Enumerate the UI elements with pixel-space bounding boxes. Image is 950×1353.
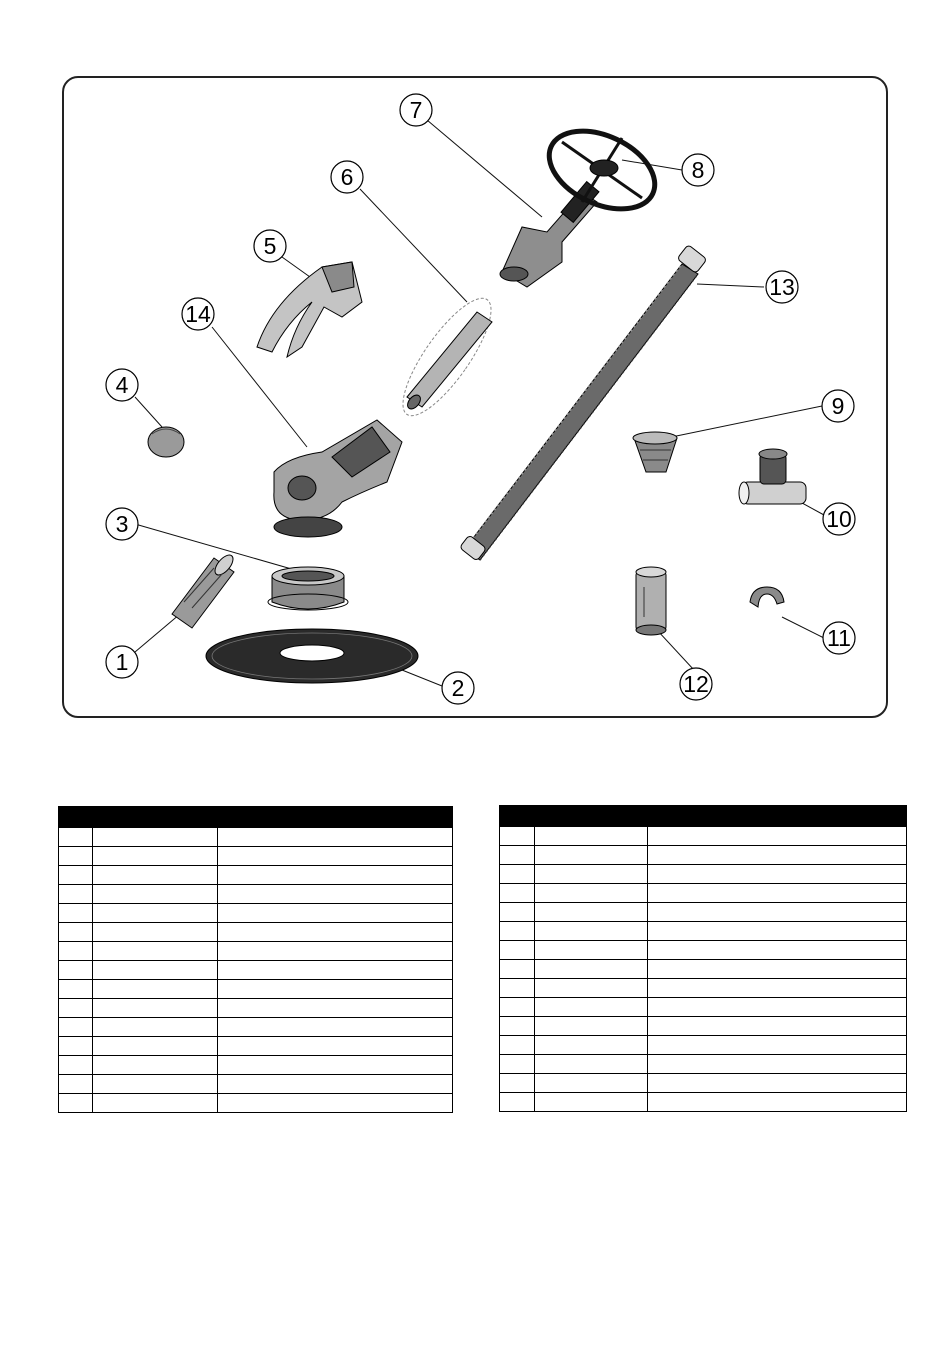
part-upper-cover [257, 262, 362, 357]
table-cell [500, 998, 535, 1017]
table-cell [500, 979, 535, 998]
table-cell [648, 960, 907, 979]
leader-line-13 [697, 284, 764, 287]
callout-12 [680, 668, 712, 700]
table-row [59, 1037, 453, 1056]
table-row [500, 827, 907, 846]
table-row [59, 1018, 453, 1037]
leader-line-9 [657, 406, 822, 440]
table-cell [648, 903, 907, 922]
part-clip [750, 587, 784, 607]
table-cell [93, 961, 218, 980]
part-cylinder [636, 567, 666, 635]
table-cell [500, 1055, 535, 1074]
part-long-tube [389, 287, 505, 427]
table-row [500, 903, 907, 922]
table-row [500, 1017, 907, 1036]
table-cell [59, 847, 93, 866]
table-row [500, 1055, 907, 1074]
part-wheel [537, 116, 667, 225]
table-cell [93, 1094, 218, 1113]
part-main-body [274, 420, 402, 537]
callout-4 [106, 369, 138, 401]
table-cell [500, 1074, 535, 1093]
table-row [500, 1036, 907, 1055]
callout-1 [106, 646, 138, 678]
table-cell [59, 1094, 93, 1113]
callout-8 [682, 154, 714, 186]
table-row [59, 885, 453, 904]
parts-table-right [499, 805, 907, 1112]
part-valve [739, 449, 806, 504]
table-row [500, 941, 907, 960]
callout-13-label: 13 [769, 274, 795, 300]
table-body [500, 827, 907, 1112]
part-foot-ring [268, 567, 348, 610]
callout-14-label: 14 [185, 301, 211, 327]
table-row [59, 847, 453, 866]
table-header-row [59, 807, 453, 828]
table-row [59, 1056, 453, 1075]
callout-3-label: 3 [115, 511, 129, 537]
table-cell [218, 828, 453, 847]
table-cell [648, 1036, 907, 1055]
table-row [59, 999, 453, 1018]
table-cell [648, 865, 907, 884]
table-cell [59, 923, 93, 942]
table-cell [535, 865, 648, 884]
callout-6-label: 6 [340, 164, 354, 190]
exploded-parts-diagram [64, 78, 890, 720]
table-cell [59, 828, 93, 847]
leader-line-4 [135, 397, 162, 427]
table-row [59, 1094, 453, 1113]
table-cell [500, 960, 535, 979]
table-cell [535, 979, 648, 998]
leader-line-7 [427, 120, 542, 217]
table-row [59, 961, 453, 980]
table-header-cell [500, 806, 535, 827]
table-cell [535, 1055, 648, 1074]
table-cell [648, 941, 907, 960]
table-cell [535, 1074, 648, 1093]
callout-5-label: 5 [263, 233, 277, 259]
table-cell [93, 1018, 218, 1037]
table-cell [93, 1075, 218, 1094]
table-header-cell [648, 806, 907, 827]
table-cell [648, 998, 907, 1017]
table-cell [59, 904, 93, 923]
callout-4-label: 4 [115, 372, 129, 398]
table-row [500, 998, 907, 1017]
table-cell [93, 1056, 218, 1075]
table-cell [535, 960, 648, 979]
table-cell [648, 827, 907, 846]
table-cell [59, 1075, 93, 1094]
table-cell [535, 846, 648, 865]
table-cell [648, 1055, 907, 1074]
table-cell [535, 903, 648, 922]
table-cell [93, 1037, 218, 1056]
table-cell [535, 1036, 648, 1055]
table-cell [218, 1056, 453, 1075]
table-cell [648, 846, 907, 865]
callout-6 [331, 161, 363, 193]
leader-line-11 [782, 617, 824, 638]
table-cell [218, 1094, 453, 1113]
leader-line-6 [360, 189, 467, 302]
callout-13 [766, 271, 798, 303]
table-row [59, 1075, 453, 1094]
table-row [59, 923, 453, 942]
table-cell [648, 1093, 907, 1112]
table-cell [648, 1017, 907, 1036]
table-cell [93, 866, 218, 885]
table-row [500, 1074, 907, 1093]
callout-10-label: 10 [826, 506, 852, 532]
table-cell [59, 866, 93, 885]
table-cell [500, 827, 535, 846]
table-cell [59, 1018, 93, 1037]
table-cell [535, 1017, 648, 1036]
callout-10 [823, 503, 855, 535]
callout-9-label: 9 [831, 393, 845, 419]
table-cell [648, 884, 907, 903]
part-disc [206, 629, 418, 683]
table-cell [218, 942, 453, 961]
table-header-row [500, 806, 907, 827]
table-cell [93, 923, 218, 942]
table-cell [218, 923, 453, 942]
table-cell [93, 828, 218, 847]
exploded-parts-diagram-frame [62, 76, 888, 718]
callout-1-label: 1 [115, 649, 129, 675]
callout-7 [400, 94, 432, 126]
table-row [59, 904, 453, 923]
table-cell [500, 884, 535, 903]
part-short-tube [172, 552, 236, 628]
table-row [59, 980, 453, 999]
table-body [59, 828, 453, 1113]
table-cell [535, 922, 648, 941]
table-header-cell [93, 807, 218, 828]
parts-table-left [58, 806, 453, 1113]
table-cell [500, 865, 535, 884]
table-cell [59, 961, 93, 980]
table-cell [500, 903, 535, 922]
table-cell [59, 980, 93, 999]
table-row [500, 846, 907, 865]
table-cell [218, 1018, 453, 1037]
table-cell [648, 979, 907, 998]
table-cell [535, 884, 648, 903]
table-cell [218, 1075, 453, 1094]
part-cone [633, 432, 677, 472]
table-cell [500, 1036, 535, 1055]
part-hose [459, 245, 707, 562]
callout-12-label: 12 [683, 671, 709, 697]
table-cell [535, 941, 648, 960]
callout-7-label: 7 [409, 97, 423, 123]
table-cell [500, 922, 535, 941]
table-cell [93, 980, 218, 999]
table-cell [535, 998, 648, 1017]
table-cell [93, 999, 218, 1018]
table-cell [218, 1037, 453, 1056]
table-cell [500, 1017, 535, 1036]
callout-5 [254, 230, 286, 262]
table-cell [218, 961, 453, 980]
table-row [59, 866, 453, 885]
table-header-cell [535, 806, 648, 827]
table-cell [93, 942, 218, 961]
leader-line-1 [135, 614, 180, 652]
leader-line-12 [657, 630, 694, 670]
leader-lines [135, 120, 824, 686]
callout-2-label: 2 [451, 675, 465, 701]
callout-14 [182, 298, 214, 330]
table-row [500, 1093, 907, 1112]
table-cell [93, 885, 218, 904]
table-cell [59, 1037, 93, 1056]
table-cell [59, 942, 93, 961]
table-cell [218, 866, 453, 885]
table-header-cell [59, 807, 93, 828]
table-cell [218, 999, 453, 1018]
table-cell [93, 847, 218, 866]
table-cell [59, 885, 93, 904]
table-row [500, 979, 907, 998]
table-cell [500, 846, 535, 865]
callout-8-label: 8 [691, 157, 705, 183]
table-cell [648, 1074, 907, 1093]
table-cell [535, 1093, 648, 1112]
table-cell [535, 827, 648, 846]
table-row [500, 960, 907, 979]
table-cell [218, 847, 453, 866]
callout-11-label: 11 [827, 625, 851, 651]
table-header-cell [218, 807, 453, 828]
callout-2 [442, 672, 474, 704]
callout-9 [822, 390, 854, 422]
callout-3 [106, 508, 138, 540]
table-row [59, 942, 453, 961]
table-cell [93, 904, 218, 923]
table-row [500, 865, 907, 884]
table-row [59, 828, 453, 847]
table-row [500, 922, 907, 941]
callout-11 [823, 622, 855, 654]
table-cell [218, 904, 453, 923]
table-cell [648, 922, 907, 941]
table-cell [59, 999, 93, 1018]
table-cell [500, 941, 535, 960]
table-cell [59, 1056, 93, 1075]
table-row [500, 884, 907, 903]
table-cell [500, 1093, 535, 1112]
table-cell [218, 885, 453, 904]
part-cap [148, 427, 184, 457]
table-cell [218, 980, 453, 999]
